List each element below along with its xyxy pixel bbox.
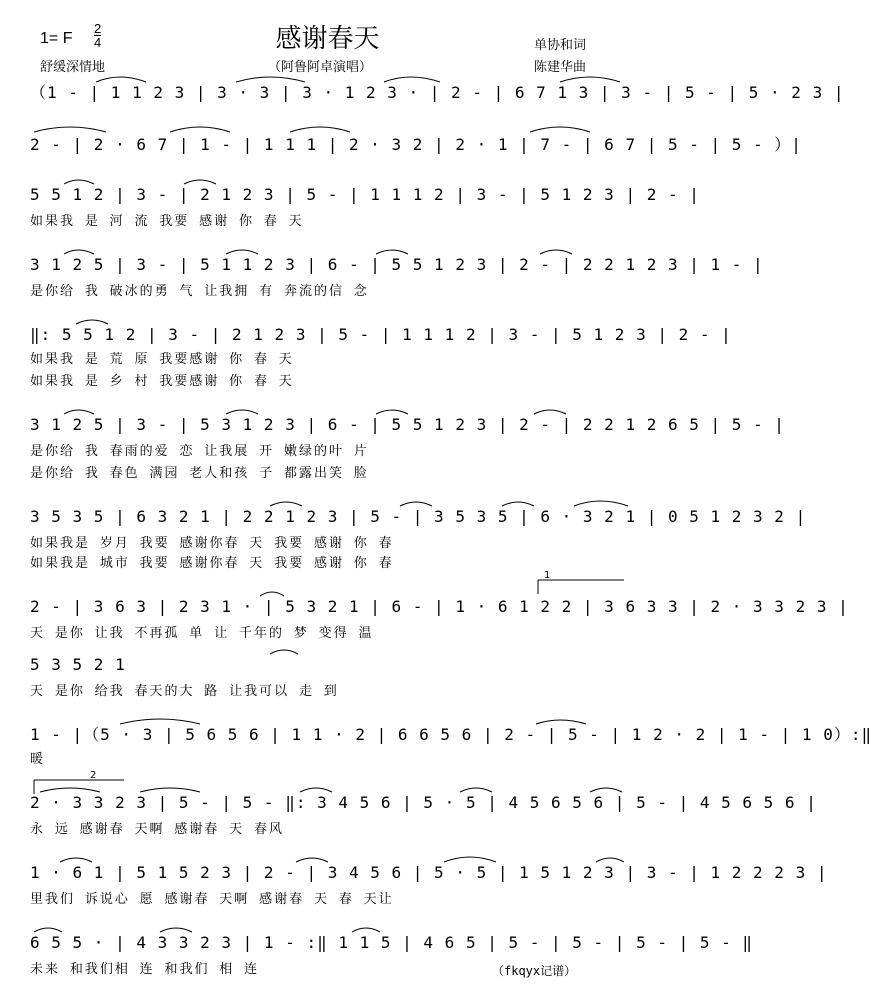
score-line-3-lyrics: 如果我 是 河 流 我要 感谢 你 春 天: [30, 214, 304, 229]
slur-mark: [226, 250, 258, 254]
slur-mark: [34, 928, 62, 932]
score-line-7-notes: 3 5 3 5 | 6 3 2 1 | 2 2 1 2 3 | 5 - | 3 5 3 5 | 6 · 3 2 1 | 0 5 1 2 3 2 |: [30, 507, 807, 526]
slur-mark: [502, 502, 534, 506]
slur-mark: [574, 501, 628, 506]
score-line-8-lyrics: 天 是你 让我 不再孤 单 让 千年的 梦 变得 温: [30, 626, 374, 641]
score-line-9-lyrics: 暖: [30, 752, 46, 767]
slur-mark: [460, 788, 492, 792]
score-line-4-notes: 3 1 2 5 | 3 - | 5 1 1 2 3 | 6 - | 5 5 1 2 3 | 2 - | 2 2 1 2 3 | 1 - |: [30, 255, 764, 274]
slur-mark: [560, 77, 620, 82]
slur-mark: [64, 250, 94, 254]
score-line-2-notes: 2 - | 2 · 6 7 | 1 - | 1 1 1 | 2 · 3 2 | 2 · 1 | 7 - | 6 7 | 5 - | 5 - ）|: [30, 135, 802, 154]
lyricist-credit: 单协和词: [534, 38, 587, 53]
score-line-3-notes: 5 5 1 2 | 3 - | 2 1 2 3 | 5 - | 1 1 1 2 | 3 - | 5 1 2 3 | 2 - |: [30, 185, 700, 204]
slur-mark: [290, 127, 350, 132]
score-line-7-lyrics-verse2: 如果我是 城市 我要 感谢你春 天 我要 感谢 你 春: [30, 556, 394, 571]
slur-mark: [384, 77, 440, 82]
slur-mark: [40, 788, 100, 792]
slur-mark: [76, 320, 108, 324]
time-signature-top: 2: [94, 21, 102, 36]
slur-mark: [160, 928, 192, 932]
slur-mark: [536, 720, 586, 724]
slur-mark: [534, 410, 566, 414]
key-signature: 1= F: [40, 30, 73, 47]
slur-mark: [140, 788, 200, 792]
performer-credit: （阿鲁阿卓演唱）: [268, 60, 373, 75]
slur-mark: [260, 592, 284, 596]
song-title: 感谢春天: [275, 24, 380, 54]
slur-mark: [590, 788, 622, 792]
slur-mark: [400, 502, 432, 506]
score-line-4-lyrics: 是你给 我 破冰的勇 气 让我拥 有 奔流的信 念: [30, 284, 369, 299]
score-line-12-lyrics: 未来 和我们相 连 和我们 相 连: [30, 962, 260, 977]
score-line-5-notes: ‖: 5 5 1 2 | 3 - | 2 1 2 3 | 5 - | 1 1 1 2 | 3 - | 5 1 2 3 | 2 - |: [30, 325, 732, 344]
expression-marking: 舒缓深情地: [40, 60, 106, 75]
score-line-5-lyrics-verse2: 如果我 是 乡 村 我要感谢 你 春 天: [30, 374, 294, 389]
slur-mark: [226, 410, 258, 414]
score-line-11-lyrics: 里我们 诉说心 愿 感谢春 天啊 感谢春 天 春 天让: [30, 892, 394, 907]
score-line-8-notes: 2 - | 3 6 3 | 2 3 1 · | 5 3 2 1 | 6 - | 1 · 6 1 2 2 | 3 6 3 3 | 2 · 3 3 2 3 |: [30, 597, 849, 616]
time-signature: [94, 22, 101, 49]
slur-mark: [64, 410, 94, 414]
composer-credit: 陈建华曲: [534, 60, 587, 75]
score-line-10-lyrics: 永 远 感谢春 天啊 感谢春 天 春风: [30, 822, 284, 837]
score-line-6-lyrics-verse1: 是你给 我 春雨的爱 恋 让我展 开 嫩绿的叶 片: [30, 444, 369, 459]
slur-mark: [34, 127, 106, 132]
score-line-8-alt-notes: 5 3 5 2 1: [30, 655, 126, 674]
score-line-1-notes: （1 - | 1 1 2 3 | 3 · 3 | 3 · 1 2 3 · | 2 - | 6 7 1 3 | 3 - | 5 - | 5 · 2 3 |: [30, 83, 845, 102]
score-line-9-notes: 1 - |（5 · 3 | 5 6 5 6 | 1 1 · 2 | 6 6 5 6 | 2 - | 5 - | 1 2 · 2 | 1 - | 1 0）:‖: [30, 725, 872, 744]
slur-mark: [540, 250, 572, 254]
slur-mark: [270, 502, 302, 506]
slur-mark: [300, 788, 332, 792]
volta-1-label: 1: [544, 570, 551, 581]
slur-mark: [270, 650, 298, 654]
slur-mark: [96, 77, 146, 82]
score-line-8-alt-lyrics: 天 是你 给我 春天的大 路 让我可以 走 到: [30, 684, 339, 699]
slur-mark: [184, 180, 216, 184]
slur-mark: [444, 857, 496, 862]
transcriber-credit: （fkqyx记谱）: [492, 964, 577, 978]
slur-mark: [64, 180, 94, 184]
score-line-11-notes: 1 · 6 1 | 5 1 5 2 3 | 2 - | 3 4 5 6 | 5 · 5 | 1 5 1 2 3 | 3 - | 1 2 2 2 3 |: [30, 863, 828, 882]
slur-mark: [376, 250, 408, 254]
slur-mark: [170, 127, 230, 132]
slur-mark: [596, 858, 624, 862]
slur-mark: [120, 719, 200, 724]
slur-mark: [530, 127, 590, 132]
score-line-6-notes: 3 1 2 5 | 3 - | 5 3 1 2 3 | 6 - | 5 5 1 2 3 | 2 - | 2 2 1 2 6 5 | 5 - |: [30, 415, 785, 434]
slur-mark: [376, 410, 408, 414]
score-line-10-notes: 2 · 3 3 2 3 | 5 - | 5 - ‖: 3 4 5 6 | 5 · 5 | 4 5 6 5 6 | 5 - | 4 5 6 5 6 |: [30, 793, 817, 812]
slur-mark: [296, 858, 328, 862]
score-line-5-lyrics-verse1: 如果我 是 荒 原 我要感谢 你 春 天: [30, 352, 294, 367]
slur-mark: [60, 858, 92, 862]
score-line-12-notes: 6 5 5 · | 4 3 3 2 3 | 1 - :‖ 1 1 5 | 4 6 5 | 5 - | 5 - | 5 - | 5 - ‖: [30, 933, 754, 952]
slur-mark: [352, 928, 380, 932]
time-signature-bottom: 4: [94, 35, 102, 50]
volta-2-label: 2: [90, 770, 97, 781]
slur-mark: [236, 77, 305, 82]
score-line-7-lyrics-verse1: 如果我是 岁月 我要 感谢你春 天 我要 感谢 你 春: [30, 536, 394, 551]
score-line-6-lyrics-verse2: 是你给 我 春色 满园 老人和孩 子 都露出笑 脸: [30, 466, 369, 481]
